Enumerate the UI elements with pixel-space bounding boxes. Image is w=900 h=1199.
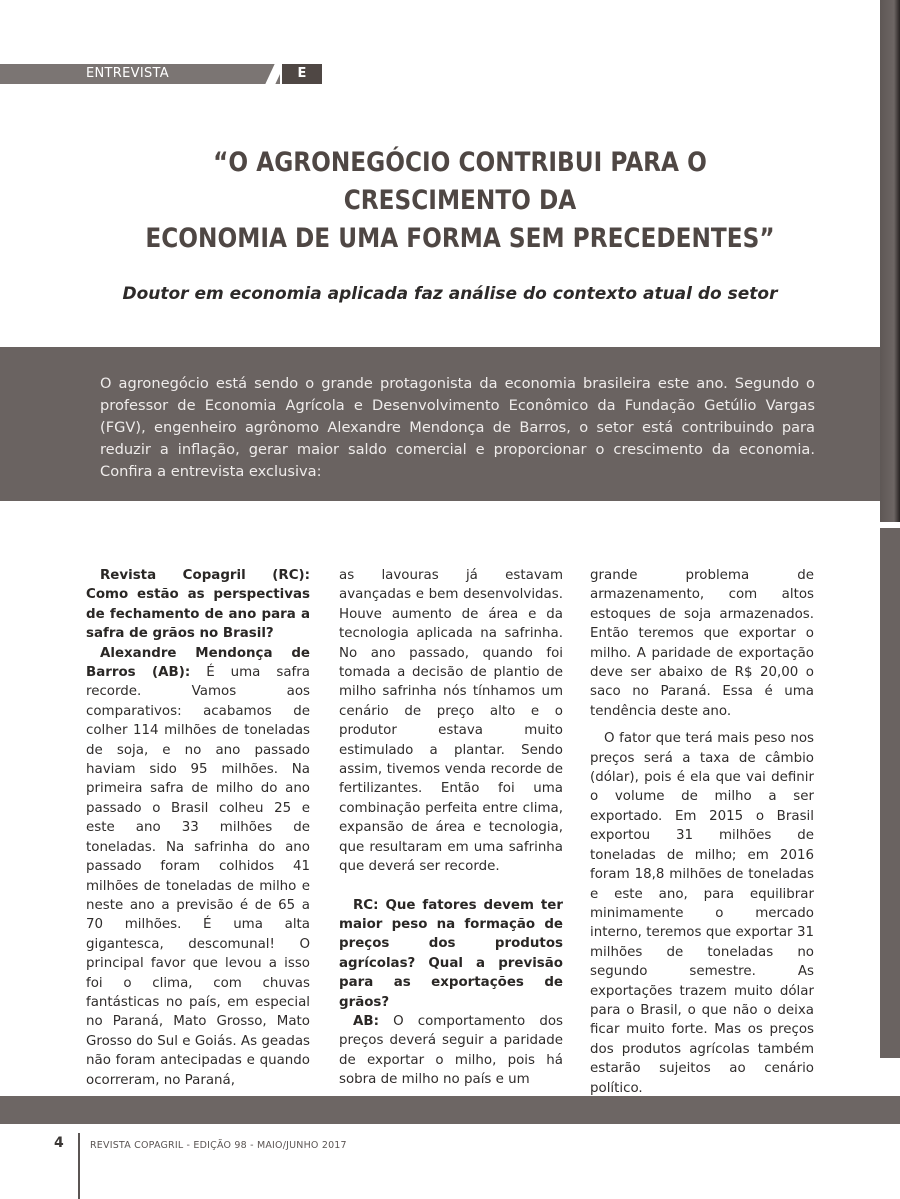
page-number: 4 — [54, 1135, 64, 1151]
article-column-1 — [86, 566, 310, 1090]
answer-1-part-1 — [86, 644, 310, 1090]
article-column-3 — [590, 566, 814, 1098]
adjacent-page-strip — [880, 528, 900, 1058]
answer-2-part-2: grande problema de armazenamento, com altos estoques de soja armazenados. Então teremos que exportar o milho. A paridade de exportação deve ser abaixo de R$ 20,00 o saco no Paraná. Essa é uma tendência deste ano. — [590, 568, 814, 719]
answer-1-label: Alexandre Mendonça de Barros (AB): — [86, 645, 310, 681]
question-1-text: Como estão as perspectivas de fechamento de ano para a safra de grãos no Brasil? — [86, 587, 310, 642]
footer-band — [0, 1096, 900, 1124]
answer-2-part-3: O fator que terá mais peso nos preços será a taxa de câmbio (dólar), pois é ela que vai definir o volume de milho a ser exportado. Em 2015 o Brasil exportou 31 milhões de toneladas de milho; em 2016 foram 18,8 milhões de toneladas e este ano, para equilibrar minimamente o mercado interno, teremos que exportar 31 milhões de toneladas no segundo semestre. As exportações trazem muito dólar para o Brasil, o que não o deixa ficar muito forte. Mas os preços dos produtos agrícolas também estarão sujeitos ao cenário político. — [590, 731, 814, 1096]
footer-divider — [78, 1133, 80, 1199]
answer-2-part-1 — [339, 1012, 563, 1090]
section-label: ENTREVISTA — [86, 66, 169, 81]
section-letter: E — [282, 64, 322, 84]
answer-1-text: É uma safra recorde. Vamos aos comparativos: acabamos de colher 114 milhões de toneladas de soja, e no ano passado haviam sido 95 milhões. Na primeira safra de milho do ano passado o Brasil colheu 25 e este ano 33 milhões de toneladas. Na safrinha do ano passado foram colhidos 41 milhões de toneladas de milho e neste ano a previsão é de 65 a 70 milhões. É uma alta gigantesca, descomunal! O principal favor que levou a isso foi o clima, com chuvas fantásticas no país, em especial no Paraná, Mato Grosso, Mato Grosso do Sul e Goiás. As geadas não foram antecipadas e quando ocorreram, no Paraná, — [86, 665, 310, 1088]
answer-2-label: AB: — [353, 1013, 379, 1029]
question-1 — [86, 566, 310, 644]
publication-info: REVISTA COPAGRIL - EDIÇÃO 98 - MAIO/JUNHO 2017 — [90, 1140, 347, 1151]
adjacent-page-photo-edge — [880, 0, 900, 522]
question-2: RC: Que fatores devem ter maior peso na formação de preços dos produtos agrícolas? Qual a previsão para as exportações de grãos? — [339, 897, 563, 1010]
question-1-label: Revista Copagril (RC): — [100, 568, 310, 583]
article-headline — [116, 144, 804, 258]
headline-line-1: “O AGRONEGÓCIO CONTRIBUI PARA O CRESCIMENTO DA — [213, 147, 707, 216]
intro-paragraph: O agronegócio está sendo o grande protagonista da economia brasileira este ano. Segundo o professor de Economia Agrícola e Desenvolvimento Econômico da Fundação Getúlio Vargas (FGV), engenheiro agrônomo Alexandre Mendonça de Barros, o setor está contribuindo para reduzir a inflação, gerar maior saldo comercial e proporcionar o crescimento da economia. Confira a entrevista exclusiva: — [100, 375, 815, 480]
answer-2-text: O comportamento dos preços deverá seguir a paridade de exportar o milho, pois há sobra de milho no país e um — [339, 1013, 564, 1088]
article-subhead: Doutor em economia aplicada faz análise do contexto atual do setor — [122, 284, 778, 304]
answer-1-part-2: as lavouras já estavam avançadas e bem desenvolvidas. Houve aumento de área e da tecnologia aplicada na safrinha. No ano passado, quando foi tomada a decisão de plantio de milho safrinha nós tínhamos um cenário de preço alto e o produtor estava muito estimulado a plantar. Sendo assim, tivemos venda recorde de fertilizantes. Então foi uma combinação perfeita entre clima, expansão de área e tecnologia, que resultaram em uma safrinha que deverá ser recorde. — [339, 568, 563, 875]
headline-line-2: ECONOMIA DE UMA FORMA SEM PRECEDENTES” — [145, 223, 775, 254]
article-column-2 — [339, 566, 563, 1090]
